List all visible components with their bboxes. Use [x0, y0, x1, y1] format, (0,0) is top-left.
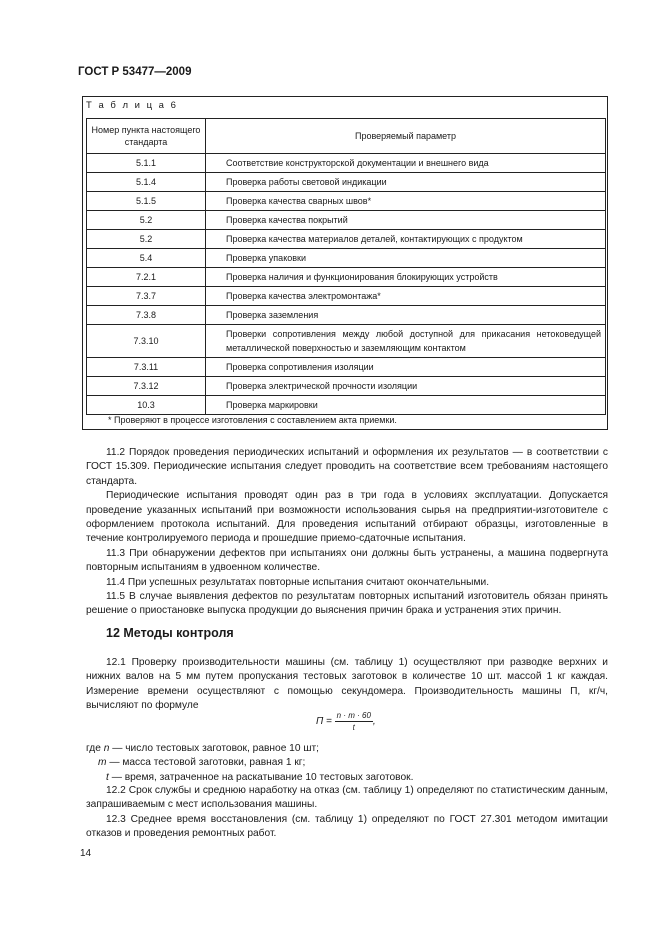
table-caption: Т а б л и ц а 6: [86, 100, 178, 111]
column-header-parameter: Проверяемый параметр: [206, 119, 606, 154]
paragraph-11-5: 11.5 В случае выявления дефектов по результатам повторных испытаний изготовитель обязан принять решение о приостановке выпуска продукции до выяснения причин брака и устранения этих причин.: [86, 591, 608, 617]
formula-fraction: [335, 711, 373, 732]
row-parameter: Проверка упаковки: [206, 249, 606, 268]
table-row: [87, 306, 606, 325]
formula-tail: ,: [372, 716, 376, 728]
table-row: [87, 173, 606, 192]
table-row: [87, 249, 606, 268]
definition-m-text: — масса тестовой заготовки, равная 1 кг;: [109, 757, 306, 769]
var-m: m: [98, 757, 107, 769]
row-parameter: Проверка наличия и функционирования блокирующих устройств: [206, 268, 606, 287]
table-row: [87, 154, 606, 173]
page-number: 14: [80, 848, 92, 859]
table-row: [87, 396, 606, 415]
row-parameter: Проверка качества электромонтажа*: [206, 287, 606, 306]
table-row: [87, 287, 606, 306]
row-parameter: Проверка работы световой индикации: [206, 173, 606, 192]
row-parameter: Соответствие конструкторской документации и внешнего вида: [206, 154, 606, 173]
row-number: 7.2.1: [87, 268, 206, 287]
row-number: 5.2: [87, 211, 206, 230]
table-row: [87, 192, 606, 211]
table-row: [87, 358, 606, 377]
row-number: 7.3.10: [87, 325, 206, 358]
table-row: [87, 268, 606, 287]
row-parameter: Проверка качества покрытий: [206, 211, 606, 230]
formula-denominator: t: [352, 723, 355, 732]
row-number: 5.1.1: [87, 154, 206, 173]
definition-n: [86, 742, 608, 756]
formula: [316, 711, 376, 732]
paragraph-12-2: 12.2 Срок службы и среднюю наработку на отказ (см. таблицу 1) определяют по статистическим данным, запрашиваемым с мест использования машины.: [86, 785, 608, 811]
where-word: где: [86, 743, 101, 754]
definition-n-text: — число тестовых заготовок, равное 10 шт;: [112, 743, 320, 754]
var-n: n: [103, 743, 110, 754]
paragraph-12-3: 12.3 Среднее время восстановления (см. таблицу 1) определяют по ГОСТ 27.301 методом имитации отказов и проведения ремонтных работ.: [86, 813, 608, 840]
var-t: t: [106, 771, 109, 783]
row-parameter: Проверка маркировки: [206, 396, 606, 415]
row-number: 7.3.12: [87, 377, 206, 396]
table-footnote: * Проверяют в процессе изготовления с составлением акта приемки.: [108, 415, 397, 425]
row-number: 7.3.11: [87, 358, 206, 377]
paragraph-11-3: 11.3 При обнаружении дефектов при испытаниях они должны быть устранены, а машина подвергнута повторным испытаниям в удвоенном количестве.: [86, 547, 608, 574]
row-parameter: Проверки сопротивления между любой доступной для прикасания нетоковедущей металлической поверхностью и заземляющим контактом: [206, 325, 606, 358]
table-row: [87, 325, 606, 358]
row-parameter: Проверка заземления: [206, 306, 606, 325]
definition-m: [86, 756, 608, 770]
row-parameter: Проверка сопротивления изоляции: [206, 358, 606, 377]
section-title: 12 Методы контроля: [106, 626, 234, 640]
table-row: [87, 377, 606, 396]
row-parameter: Проверка качества материалов деталей, контактирующих с продуктом: [206, 230, 606, 249]
row-number: 5.1.5: [87, 192, 206, 211]
paragraph-12-1: 12.1 Проверку производительности машины (см. таблицу 1) осуществляют при разводке верхних и нижних валов на 5 мм путем пропускания тестовых заготовок в количестве 10 шт. массой 1 кг каждая. Измерение времени осуществляют с помощью секундомера. Производительность машины П, кг/ч, вычисляют по формуле: [86, 657, 608, 712]
definition-t-text: — время, затраченное на раскатывание 10 тестовых заготовок.: [111, 771, 414, 783]
paragraph-11-4: 11.4 При успешных результатах повторные испытания считают окончательными.: [106, 576, 490, 588]
section-11-text: [86, 446, 608, 619]
row-parameter: Проверка электрической прочности изоляции: [206, 377, 606, 396]
row-number: 7.3.8: [87, 306, 206, 325]
table-6: [86, 118, 606, 415]
row-number: 5.1.4: [87, 173, 206, 192]
formula-lhs: П =: [316, 716, 332, 728]
table-row: [87, 230, 606, 249]
paragraph-12-1-block: [86, 656, 608, 714]
row-number: 5.2: [87, 230, 206, 249]
formula-definitions: [86, 742, 608, 785]
paragraph-11-2: 11.2 Порядок проведения периодических испытаний и оформления их результатов — в соответствии с ГОСТ 15.309. Периодические испытания следует проводить на соответствие всем требованиям настоящего стандарта.: [86, 447, 608, 487]
paragraph-periodic: Периодические испытания проводят один раз в три года в условиях эксплуатации. Допускается проведение указанных испытаний при возможности использования сырья на предприятии-изготовителе с оформлением протокола испытаний. Для проведения испытаний отбирают образцы, изготовленные в течение контролируемого периода и прошедшие приемо-сдаточные испытания.: [86, 490, 608, 545]
column-header-number: Номер пункта настоящего стандарта: [87, 119, 206, 154]
document-header: ГОСТ Р 53477—2009: [78, 66, 192, 78]
row-number: 10.3: [87, 396, 206, 415]
row-number: 7.3.7: [87, 287, 206, 306]
section-12-tail: [86, 784, 608, 842]
row-parameter: Проверка качества сварных швов*: [206, 192, 606, 211]
formula-numerator: n · m · 60: [336, 711, 371, 720]
table-row: [87, 211, 606, 230]
row-number: 5.4: [87, 249, 206, 268]
